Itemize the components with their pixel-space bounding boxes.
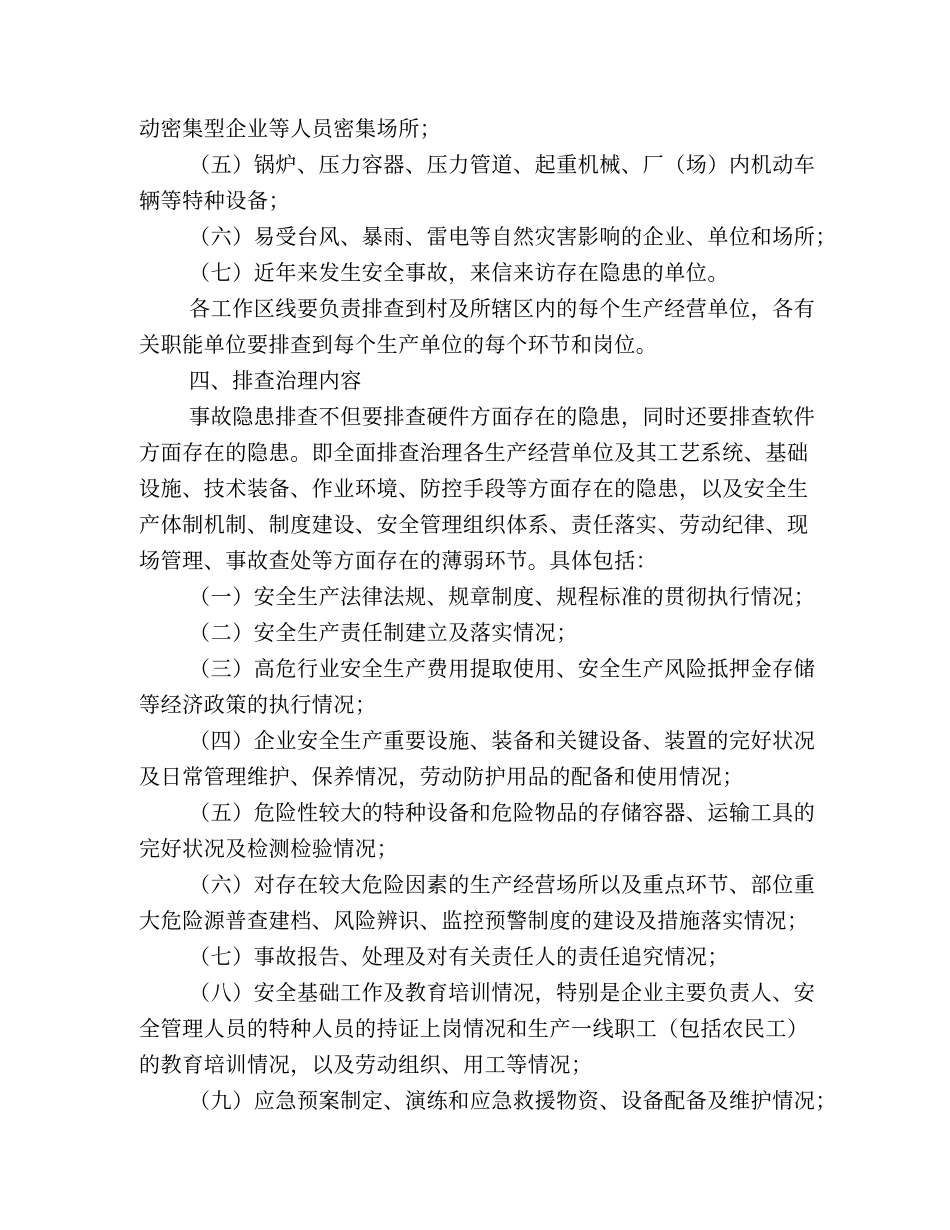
text-line: （五）锅炉、压力容器、压力管道、起重机械、厂（场）内机动车: [189, 153, 816, 177]
text-line: 的教育培训情况，以及劳动组织、用工等情况；: [139, 1053, 593, 1077]
text-line: （一）安全生产法律法规、规章制度、规程标准的贯彻执行情况；: [189, 585, 816, 609]
text-line: （六）易受台风、暴雨、雷电等自然灾害影响的企业、单位和场所；: [189, 225, 837, 249]
text-line: （六）对存在较大危险因素的生产经营场所以及重点环节、部位重: [189, 873, 816, 897]
text-line: （七）事故报告、处理及对有关责任人的责任追究情况；: [189, 945, 729, 969]
text-line: 各工作区线要负责排查到村及所辖区内的每个生产经营单位，各有: [189, 297, 816, 321]
text-line: 产体制机制、制度建设、安全管理组织体系、责任落实、劳动纪律、现: [139, 513, 809, 537]
text-line: 全管理人员的特种人员的持证上岗情况和生产一线职工（包括农民工）: [139, 1017, 809, 1041]
text-line: 关职能单位要排查到每个生产单位的每个环节和岗位。: [139, 333, 658, 357]
text-line: （七）近年来发生安全事故，来信来访存在隐患的单位。: [189, 261, 729, 285]
section-heading: 四、排查治理内容: [189, 369, 362, 393]
text-line: 场管理、事故查处等方面存在的薄弱环节。具体包括：: [139, 549, 658, 573]
text-line: 设施、技术装备、作业环境、防控手段等方面存在的隐患，以及安全生: [139, 477, 809, 501]
text-line: 及日常管理维护、保养情况，劳动防护用品的配备和使用情况；: [139, 765, 744, 789]
text-line: 动密集型企业等人员密集场所；: [139, 117, 442, 141]
text-line: 辆等特种设备；: [139, 189, 291, 213]
text-line: 事故隐患排查不但要排查硬件方面存在的隐患，同时还要排查软件: [189, 405, 816, 429]
text-line: （八）安全基础工作及教育培训情况，特别是企业主要负责人、安: [189, 981, 816, 1005]
text-line: 方面存在的隐患。即全面排查治理各生产经营单位及其工艺系统、基础: [139, 441, 809, 465]
text-line: （五）危险性较大的特种设备和危险物品的存储容器、运输工具的: [189, 801, 816, 825]
text-line: 完好状况及检测检验情况；: [139, 837, 399, 861]
text-line: 大危险源普查建档、风险辨识、监控预警制度的建设及措施落实情况；: [139, 909, 809, 933]
text-line: （四）企业安全生产重要设施、装备和关键设备、装置的完好状况: [189, 729, 816, 753]
text-line: （二）安全生产责任制建立及落实情况；: [189, 621, 578, 645]
text-line: （九）应急预案制定、演练和应急救援物资、设备配备及维护情况；: [189, 1089, 837, 1113]
text-line: （三）高危行业安全生产费用提取使用、安全生产风险抵押金存储: [189, 657, 816, 681]
text-line: 等经济政策的执行情况；: [139, 693, 377, 717]
